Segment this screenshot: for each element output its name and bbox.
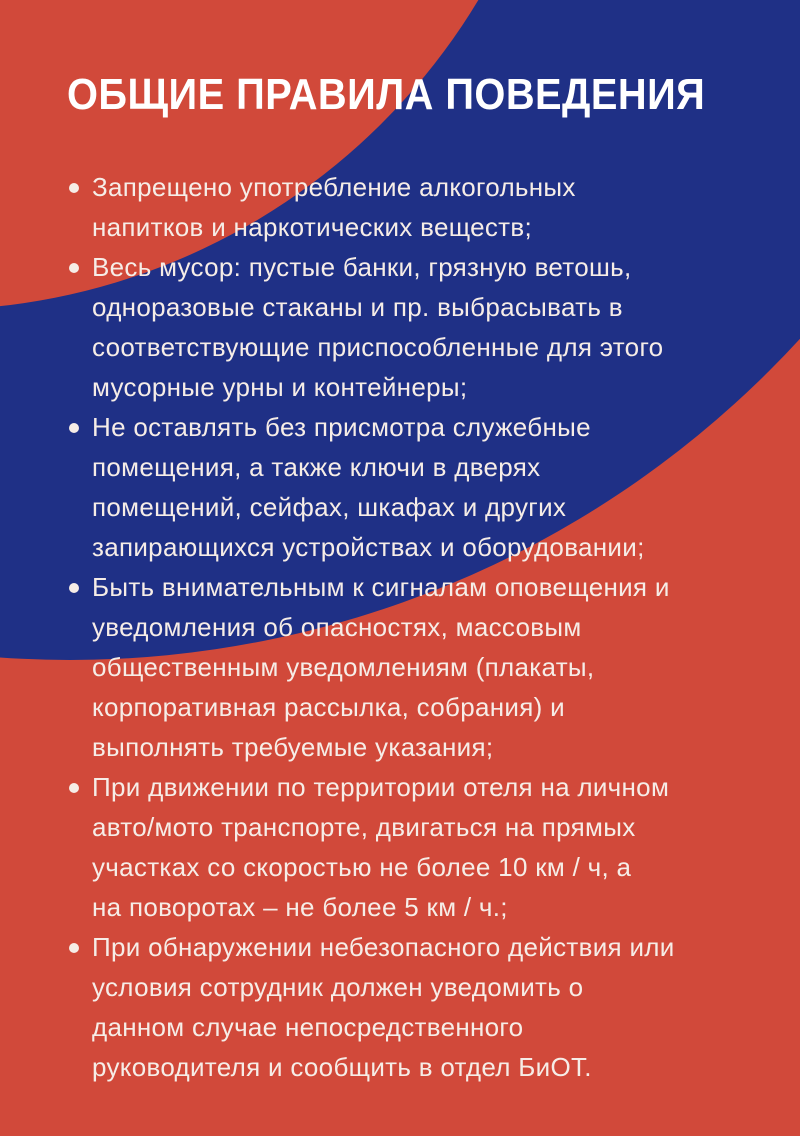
rule-item [66, 247, 766, 407]
rule-line: При обнаружении небезопасного действия или [92, 932, 675, 962]
rule-line: участках со скоростью не более 10 км / ч, а [92, 852, 632, 882]
rule-line: помещения, а также ключи в дверях [92, 452, 541, 482]
bullet-dot-icon [69, 263, 79, 273]
rule-line: руководителя и сообщить в отдел БиОТ. [92, 1052, 592, 1082]
rule-item [66, 767, 766, 927]
rule-line: Не оставлять без присмотра служебные [92, 412, 591, 442]
rule-line: общественным уведомлениям (плакаты, [92, 652, 595, 682]
rule-line: авто/мото транспорте, двигаться на прямых [92, 812, 636, 842]
rule-line: При движении по территории отеля на личном [92, 772, 670, 802]
rule-item [66, 567, 766, 767]
rule-line: запирающихся устройствах и оборудовании; [92, 532, 645, 562]
page-title: ОБЩИЕ ПРАВИЛА ПОВЕДЕНИЯ [67, 70, 706, 119]
rule-line: на поворотах – не более 5 км / ч.; [92, 892, 508, 922]
rule-line: помещений, сейфах, шкафах и других [92, 492, 567, 522]
bullet-dot-icon [69, 783, 79, 793]
rule-item [66, 167, 766, 247]
rule-line: Быть внимательным к сигналам оповещения и [92, 572, 670, 602]
rule-line: условия сотрудник должен уведомить о [92, 972, 584, 1002]
rule-line: напитков и наркотических веществ; [92, 212, 533, 242]
rule-line: соответствующие приспособленные для этого [92, 332, 664, 362]
rule-line: Весь мусор: пустые банки, грязную ветошь, [92, 252, 632, 282]
rule-item [66, 407, 766, 567]
bullet-dot-icon [69, 943, 79, 953]
rule-line: одноразовые стаканы и пр. выбрасывать в [92, 292, 623, 322]
rule-line: Запрещено употребление алкогольных [92, 172, 576, 202]
rule-line: выполнять требуемые указания; [92, 732, 494, 762]
rule-line: мусорные урны и контейнеры; [92, 372, 468, 402]
bullet-dot-icon [69, 423, 79, 433]
rule-item [66, 927, 766, 1087]
rules-list [66, 167, 766, 1087]
rule-line: корпоративная рассылка, собрания) и [92, 692, 565, 722]
rule-line: данном случае непосредственного [92, 1012, 524, 1042]
rule-line: уведомления об опасностях, массовым [92, 612, 582, 642]
bullet-dot-icon [69, 583, 79, 593]
bullet-dot-icon [69, 183, 79, 193]
